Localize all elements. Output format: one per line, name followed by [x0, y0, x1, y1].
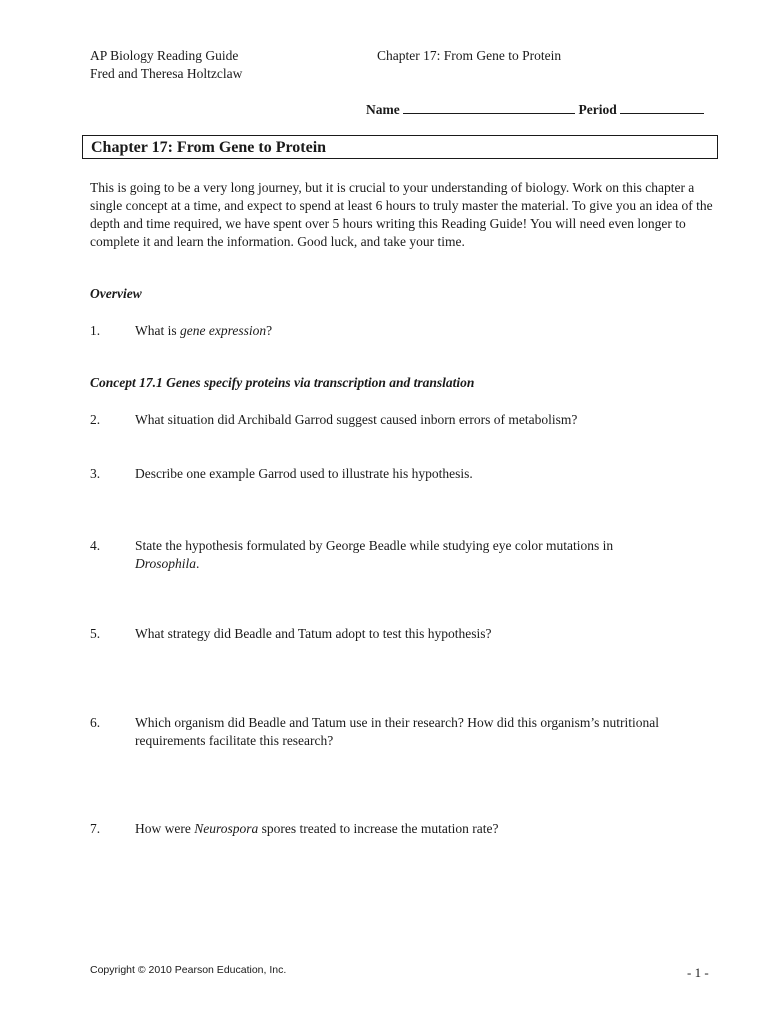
concept-heading: Concept 17.1 Genes specify proteins via transcription and translation [90, 375, 475, 390]
header-chapter: Chapter 17: From Gene to Protein [377, 48, 562, 63]
question-4: State the hypothesis formulated by George Beadle while studying eye color mutations in Drosophila. [135, 538, 614, 571]
chapter-title-box [82, 135, 718, 159]
question-6: Which organism did Beadle and Tatum use in their research? How did this organism’s nutritional requirements facilitate this research? [135, 715, 659, 748]
name-blank[interactable] [403, 101, 575, 114]
question-3: Describe one example Garrod used to illustrate his hypothesis. [135, 466, 473, 481]
question-number: 1. [90, 323, 101, 338]
question-number: 4. [90, 538, 101, 553]
name-period-row [366, 101, 704, 118]
intro-paragraph: This is going to be a very long journey, but it is crucial to your understanding of biology. Work on this chapter a single concept at a time, and expect to spend at least 6 hours to truly master the material. To give you an idea of the depth and time required, we have spent over 5 hours writing this Reading Guide! You will need even longer to complete it and learn the information. Good luck, and take your time. [90, 180, 713, 249]
question-number: 5. [90, 626, 101, 641]
overview-heading: Overview [90, 286, 142, 301]
question-1: What is gene expression? [135, 323, 273, 338]
question-number: 7. [90, 821, 101, 836]
name-label: Name [366, 102, 400, 117]
chapter-title: Chapter 17: From Gene to Protein [91, 139, 327, 156]
question-7: How were Neurospora spores treated to increase the mutation rate? [135, 821, 499, 836]
question-number: 6. [90, 715, 101, 730]
authors: Fred and Theresa Holtzclaw [90, 66, 243, 81]
page-number: - 1 - [687, 965, 709, 980]
period-label: Period [578, 102, 617, 117]
question-number: 3. [90, 466, 101, 481]
period-blank[interactable] [620, 101, 704, 114]
question-2: What situation did Archibald Garrod suggest caused inborn errors of metabolism? [135, 412, 578, 427]
question-5: What strategy did Beadle and Tatum adopt to test this hypothesis? [135, 626, 492, 641]
course-title: AP Biology Reading Guide [90, 48, 239, 63]
copyright-notice: Copyright © 2010 Pearson Education, Inc. [90, 964, 287, 976]
question-number: 2. [90, 412, 101, 427]
